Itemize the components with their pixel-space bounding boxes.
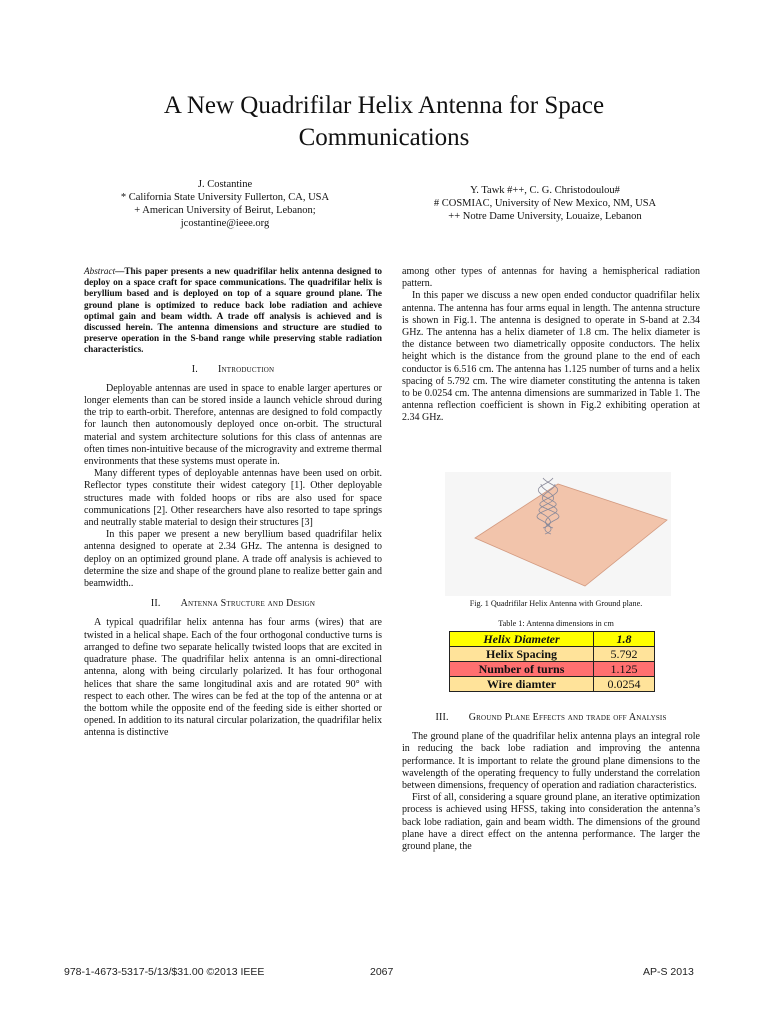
- author-name-left: J. Costantine: [197, 179, 253, 190]
- right-column-paragraph: In this paper we discuss a new open ended conductor quadrifilar helix antenna. The antenna has four arms equal in length. The antenna structure is shown in Fig.1. The antenna is designed to operate in S-band at 2.34 GHz. The antenna has a helix diameter of 1.8 cm. The helix diameter is the distance between two diametrically opposite conductors. The helix height which is the distance from the ground plane to the end of each conductor is 6.516 cm. The antenna has 1.125 number of turns and a helix spacing of 5.792 cm. The wire diameter constituting the antenna is taken to be 0.0254 cm. The antenna dimensions are summarized in Table 1. The antenna reflection coefficient is shown in Fig.2 exhibiting operation at 2.34 GHz.: [402, 290, 700, 424]
- table-cell-key: Helix Spacing: [450, 647, 594, 662]
- table-row: [450, 632, 655, 647]
- section-number: I.: [191, 363, 198, 375]
- table-cell-value: 0.0254: [594, 677, 655, 692]
- intro-paragraph-3: In this paper we present a new beryllium based quadrifilar helix antenna designed to operate at 2.34 GHz. The antenna is designed to deploy on an optimized ground plane. A trade off analysis is achieved to determine the size and shape of the ground plane to realize better gain and beamwidth..: [84, 529, 382, 590]
- right-column-top: [402, 266, 700, 425]
- right-column-bottom: [402, 704, 700, 853]
- intro-paragraph-1: Deployable antennas are used in space to enable larger apertures or longer elements than can be stored inside a launch vehicle shroud during the trip to earth-orbit. Therefore, antennas are designed to fold compactly for launch then autonomously deployed once on-orbit. The structural material and system architecture solutions for this class of antennas are often times non-intuitive because of the microgravity and extreme thermal environments that these systems must operate in.: [84, 382, 382, 468]
- table-row: [450, 677, 655, 692]
- section-number: II.: [150, 598, 161, 610]
- abstract-dash: —: [115, 266, 125, 276]
- section-heading-introduction: [84, 364, 382, 376]
- abstract-text: This paper presents a new quadrifilar helix antenna designed to deploy on a space craft for space communications. The quadrifilar helix is beryllium based and is deployed on top of a square ground plane. The ground plane is optimized to reduce back lobe radiation and achieve optimal gain and beam width. A trade off analysis is achieved and is discussed herein. The antenna dimensions and structure are studied to preserve operation in the S-band range while preserving stable radiation characteristics.: [84, 266, 382, 355]
- table-cell-value: 1.125: [594, 662, 655, 677]
- abstract: [84, 266, 382, 356]
- section-heading-ground-plane: [402, 712, 700, 724]
- footer-copyright: 978-1-4673-5317-5/13/$31.00 ©2013 IEEE: [64, 966, 265, 978]
- authors-left: [90, 178, 360, 230]
- authors-right: [400, 184, 690, 223]
- ground-paragraph-2: First of all, considering a square ground plane, an iterative optimization process is achieved using HFSS, taking into consideration the antenna’s back lobe radiation, gain and beam width. The dimensions of the ground plane have a direct effect on the antenna performance. The larger the ground plane, the: [402, 792, 700, 853]
- footer-conference: AP-S 2013: [643, 966, 694, 978]
- title-line-2: Communications: [298, 124, 470, 151]
- footer-page-number: 2067: [370, 966, 394, 978]
- paper-title: [80, 90, 688, 154]
- antenna-dimensions-table: [449, 631, 655, 692]
- table-cell-value: 5.792: [594, 647, 655, 662]
- author-name-right: Y. Tawk #++, C. G. Christodoulou#: [470, 185, 620, 196]
- table-row: [450, 647, 655, 662]
- section-heading-design: [84, 598, 382, 610]
- title-line-1: A New Quadrifilar Helix Antenna for Space: [163, 92, 605, 119]
- affiliation-right-1: # COSMIAC, University of New Mexico, NM, USA: [433, 198, 657, 209]
- section-title: Ground Plane Effects and trade off Analysis: [468, 712, 667, 723]
- table-caption: Table 1: Antenna dimensions in cm: [498, 619, 614, 628]
- design-paragraph: A typical quadrifilar helix antenna has four arms (wires) that are twisted in a helical shape. Each of the four orthogonal conductive turns is arranged to define two separate helically twisted loops that are excited in quadrature phase. The quadrifilar helix antenna is an omni-directional antenna, along with being circularly polarized. It has four orthogonal helices that share the same longitudinal axis and are rotated 90° with respect to each other. The wires can be fed at the top of the antenna or at the bottom while the opposite end of the feeding side is either shorted or opened. In addition to its natural circular polarization, the quadrifilar helix antenna is distinctive: [84, 617, 382, 739]
- section-title: Introduction: [217, 363, 275, 375]
- table-row: [450, 662, 655, 677]
- table-cell-key: Helix Diameter: [450, 632, 594, 647]
- table-cell-key: Wire diamter: [450, 677, 594, 692]
- affiliation-left-1: * California State University Fullerton, CA, USA: [120, 192, 330, 203]
- figure-caption: Fig. 1 Quadrifilar Helix Antenna with Ground plane.: [469, 599, 643, 608]
- table-cell-value: 1.8: [594, 632, 655, 647]
- intro-paragraph-2: Many different types of deployable antennas have been used on orbit. Reflector types constitute their widest category [1]. Other deployable structures made with folded hoops or ribs are also used for space communications [2]. Other researchers have also resorted to tape springs and neutrally stable material to design their structures [3]: [84, 468, 382, 529]
- affiliation-left-2: + American University of Beirut, Lebanon;: [134, 205, 316, 216]
- abstract-lead: Abstract: [84, 266, 116, 276]
- affiliation-right-2: ++ Notre Dame University, Louaize, Lebanon: [448, 211, 642, 222]
- right-column-continuation: among other types of antennas for having a hemispherical radiation pattern.: [402, 266, 700, 290]
- author-email: jcostantine@ieee.org: [180, 218, 270, 229]
- section-number: III.: [435, 712, 449, 723]
- table-cell-key: Number of turns: [450, 662, 594, 677]
- ground-paragraph-1: The ground plane of the quadrifilar helix antenna plays an integral role in reducing the back lobe radiation and improving the antenna performance. It is important to relate the ground plane dimensions to the wavelength of the operating frequency to fully understand the correlation between dimensions, frequency of operation and radiation characteristics.: [402, 731, 700, 792]
- antenna-figure: [445, 472, 671, 596]
- section-title: Antenna Structure and Design: [180, 598, 316, 610]
- left-column: [84, 266, 382, 740]
